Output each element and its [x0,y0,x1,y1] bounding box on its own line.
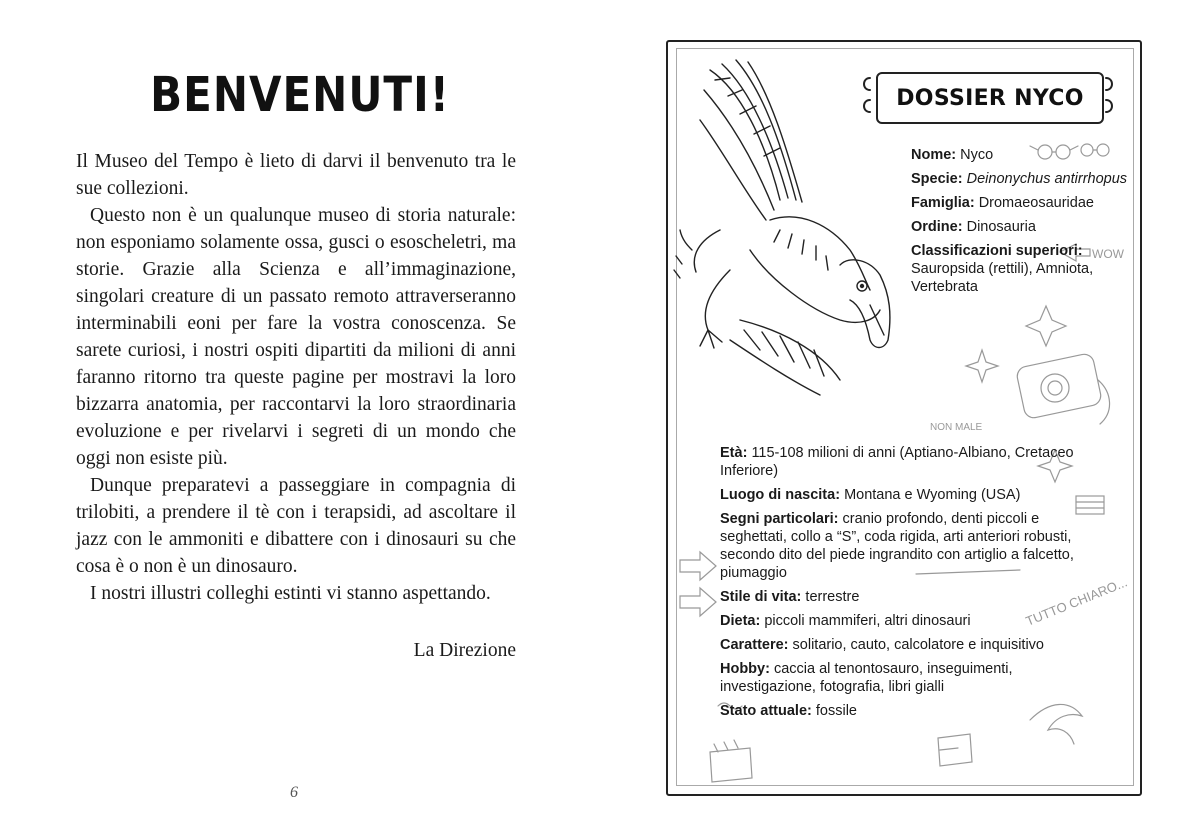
fact-ordine: Ordine: Dinosauria [911,219,1036,235]
right-page [600,0,1200,840]
letter-paragraph: I nostri illustri colleghi estinti vi stanno aspettando. [90,583,491,604]
letter-paragraph: Dunque preparatevi a passeggiare in compagnia di trilobiti, a prendere il tè con i terapsidi, ad ascoltare il jazz con le ammoniti e dibattere con i dinosauri su che cosa è o non è un dinosauro. [76,475,516,577]
welcome-title: BENVENUTI! [150,66,450,123]
fact-specie: Specie: Deinonychus antirrhopus [911,171,1128,187]
fact-eta: Età: 115-108 milioni di anni (Aptiano-Albiano, Cretaceo Inferiore) [720,445,1074,479]
doodle-wow: WOW [1092,247,1124,261]
fact-famiglia: Famiglia: Dromaeosauridae [911,195,1094,211]
arrow-right-icon [680,552,716,616]
doodle-non-male: NON MALE [930,422,983,433]
letter-paragraph: Il Museo del Tempo è lieto di darvi il benvenuto tra le sue collezioni. [76,151,516,199]
fact-luogo: Luogo di nascita: Montana e Wyoming (USA) [720,487,1021,503]
dossier-facts-bottom [720,444,1080,726]
fact-stato: Stato attuale: fossile [720,703,857,719]
notepad-icon [710,740,752,782]
fact-segni: Segni particolari: cranio profondo, denti piccoli e seghettati, collo a “S”, coda rigida, arti anteriori robusti, secondo dito del piede ingrandito con artiglio a falcetto, piumaggio [720,511,1074,581]
welcome-letter [76,148,516,607]
page-number: 6 [290,784,298,801]
dossier-title: DOSSIER NYCO [896,85,1084,111]
doodle-tutto-chiaro: TUTTO CHIARO... [1023,574,1130,629]
fact-carattere: Carattere: solitario, cauto, calcolatore e inquisitivo [720,637,1044,653]
fact-classificazioni: Classificazioni superiori: Sauropsida (rettili), Amniota, Vertebrata [911,243,1094,295]
camera-icon [1015,352,1109,424]
book-icon [938,734,972,766]
letter-paragraph: Questo non è un qualunque museo di storia naturale: non esponiamo solamente ossa, gusci o esoscheletri, ma storie. Grazie alla Scienza e all’immaginazione, singolari creature di un passato remoto attraverseranno interminabili eoni per fare la vostra conoscenza. Se sarete curiosi, i nostri ospiti dipartiti da milioni di anni faranno ritorno tra queste pagine per mostravi la loro bizzarra anatomia, per raccontarvi la loro straordinaria evoluzione e per rivelarvi i segreti di un mondo che oggi non esiste più. [76,205,516,469]
dossier-title-box [876,72,1104,124]
usa-flag-icon [1076,496,1104,514]
fact-dieta: Dieta: piccoli mammiferi, altri dinosauri [720,613,971,629]
fact-stile: Stile di vita: terrestre [720,589,860,605]
fact-hobby: Hobby: caccia al tenontosauro, inseguimenti, investigazione, fotografia, libri gialli [720,661,1013,695]
letter-signature: La Direzione [413,640,516,661]
fact-nome: Nome: Nyco [911,147,994,163]
dossier-facts-top [911,146,1131,302]
